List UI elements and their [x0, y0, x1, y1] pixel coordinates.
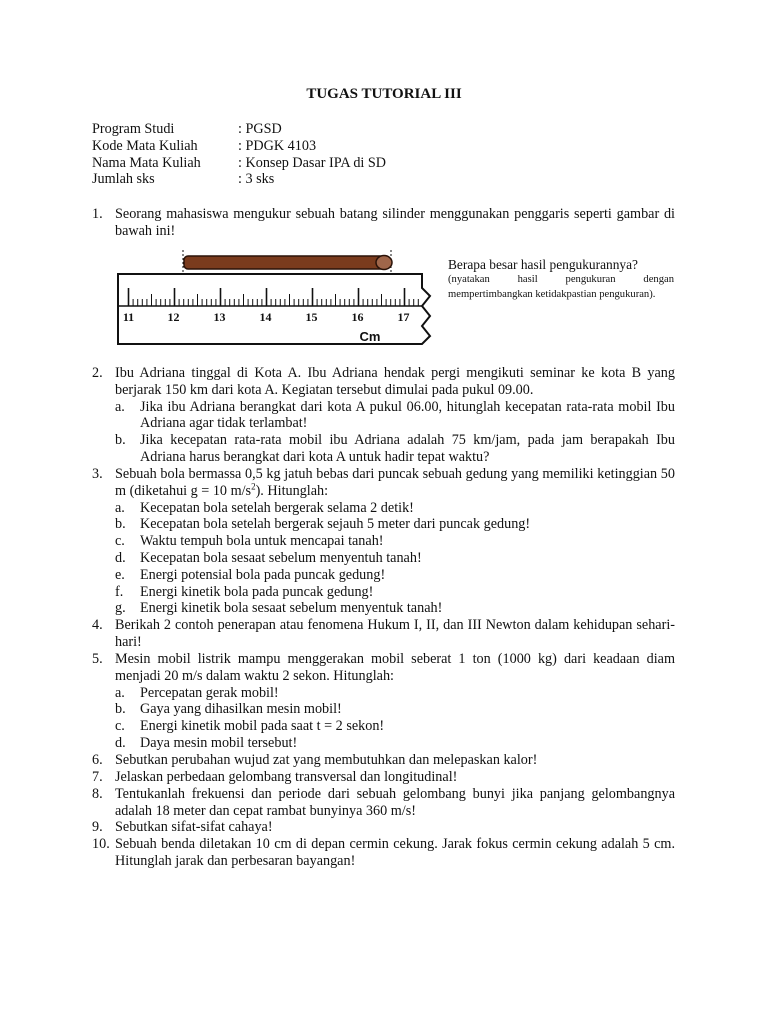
sub-text: Daya mesin mobil tersebut!: [140, 734, 298, 751]
cylinder-rod: [184, 256, 388, 269]
info-value: : Konsep Dasar IPA di SD: [238, 154, 387, 171]
sub-label: f.: [115, 583, 124, 600]
ruler-label: 16: [351, 310, 364, 324]
side-instruction: (nyatakan hasil pengukuran dengan mempertimbangkan ketidakpastian pengukuran).: [448, 274, 674, 300]
question-text: Sebutkan sifat-sifat cahaya!: [115, 819, 273, 835]
sub-text: Energi potensial bola pada puncak gedung!: [140, 566, 386, 583]
ruler-figure: [112, 248, 440, 353]
document-title: TUGAS TUTORIAL III: [306, 86, 462, 102]
question-4: [92, 617, 675, 651]
info-label: Program Studi: [92, 121, 175, 137]
question-10: [92, 836, 675, 870]
question-text: Mesin mobil listrik mampu menggerakan mobil seberat 1 ton (1000 kg) dari keadaan diam menjadi 20 m/s dalam waktu 2 sekon. Hitunglah:: [115, 651, 675, 684]
info-row-code: [92, 138, 386, 155]
sub-question: [115, 600, 675, 617]
question-number: 2.: [92, 365, 103, 381]
sub-label: c.: [115, 533, 125, 550]
question-text: Tentukanlah frekuensi dan periode dari sebuah gelombang bunyi jika panjang gelombangnya adalah 18 meter dan cepat rambat bunyinya 360 m/s!: [115, 786, 675, 819]
sub-text: Energi kinetik bola sesaat sebelum menyentuk tanah!: [140, 600, 443, 617]
course-info: [92, 121, 386, 188]
sub-label: d.: [115, 549, 126, 566]
question-number: 4.: [92, 617, 103, 633]
question-6: [92, 752, 675, 769]
ruler-label: 14: [259, 310, 272, 324]
sub-label: b.: [115, 701, 126, 718]
sub-question: [115, 516, 675, 533]
sub-label: g.: [115, 600, 126, 617]
question-number: 3.: [92, 466, 103, 482]
info-value: : PDGK 4103: [238, 137, 317, 154]
sub-text: Kecepatan bola setelah bergerak sejauh 5 meter dari puncak gedung!: [140, 516, 531, 533]
question-9: [92, 819, 675, 836]
sub-question: [115, 533, 675, 550]
ruler-label: 11: [122, 310, 135, 324]
sub-text: Jika kecepatan rata-rata mobil ibu Adriana adalah 75 km/jam, pada jam berapakah Ibu Adriana harus berangkat dari kota A untuk hadir tepat waktu?: [140, 432, 675, 465]
info-label: Kode Mata Kuliah: [92, 137, 198, 154]
question-1: [92, 206, 675, 240]
info-row-name: [92, 155, 386, 172]
sub-label: a.: [115, 398, 125, 415]
question-2: [92, 365, 675, 466]
sub-label: e.: [115, 566, 125, 583]
sub-text: Jika ibu Adriana berangkat dari kota A pukul 06.00, hitunglah kecepatan rata-rata mobil Ibu Adriana agar tidak terlambat!: [140, 398, 675, 432]
info-row-program: [92, 121, 386, 138]
sub-text: Percepatan gerak mobil!: [140, 684, 279, 701]
sub-question: [115, 399, 675, 433]
question-1-side-note: [448, 257, 674, 302]
question-text: Jelaskan perbedaan gelombang transversal dan longitudinal!: [115, 769, 458, 785]
question-text-part: Sebuah bola bermassa 0,5 kg jatuh bebas dari puncak sebuah gedung yang memiliki ketinggian 50 m (diketahui g = 10 m/s: [115, 466, 675, 499]
sub-label: a.: [115, 499, 125, 516]
sub-label: d.: [115, 734, 126, 751]
question-number: 9.: [92, 819, 103, 835]
question-text: Berikah 2 contoh penerapan atau fenomena Hukum I, II, dan III Newton dalam kehidupan sehari-hari!: [115, 617, 675, 650]
question-number: 8.: [92, 786, 103, 802]
sub-question: [115, 584, 675, 601]
ruler-label: 13: [213, 310, 226, 324]
question-8: [92, 786, 675, 820]
sub-question: [115, 735, 675, 752]
info-label: Nama Mata Kuliah: [92, 154, 201, 171]
question-text: Sebuah benda diletakan 10 cm di depan cermin cekung. Jarak fokus cermin cekung adalah 5 cm. Hitunglah jarak dan perbesaran bayangan!: [115, 836, 675, 869]
ruler-illustration: [112, 248, 440, 348]
sub-text: Energi kinetik bola pada puncak gedung!: [140, 583, 374, 600]
sub-text: Kecepatan bola setelah bergerak selama 2 detik!: [140, 499, 414, 516]
sub-question: [115, 701, 675, 718]
question-number: 10.: [92, 836, 110, 852]
side-question: Berapa besar hasil pengukurannya?: [448, 257, 638, 272]
sub-question: [115, 685, 675, 702]
question-3: [92, 466, 675, 617]
sub-question: [115, 567, 675, 584]
cylinder-rod-end: [376, 256, 392, 270]
sub-label: b.: [115, 432, 126, 449]
question-text-part: ). Hitunglah:: [255, 482, 329, 499]
info-row-sks: [92, 171, 386, 188]
question-number: 6.: [92, 752, 103, 768]
ruler-label: 12: [167, 310, 180, 324]
sub-question: [115, 432, 675, 466]
question-5: [92, 651, 675, 752]
sub-text: Waktu tempuh bola untuk mencapai tanah!: [140, 533, 384, 550]
question-7: [92, 769, 675, 786]
sub-label: a.: [115, 684, 125, 701]
info-value: : 3 sks: [238, 171, 275, 188]
sub-question: [115, 500, 675, 517]
sub-question: [115, 718, 675, 735]
ruler-label: 17: [397, 310, 410, 324]
question-text: [115, 466, 675, 500]
question-number: 7.: [92, 769, 103, 785]
sub-label: c.: [115, 718, 125, 735]
ruler-body: [118, 274, 430, 344]
question-text: Sebutkan perubahan wujud zat yang membutuhkan dan melepaskan kalor!: [115, 752, 538, 768]
question-text: Ibu Adriana tinggal di Kota A. Ibu Adriana hendak pergi mengikuti seminar ke kota B yang berjarak 150 km dari kota A. Kegiatan tersebut dimulai pada pukul 09.00.: [115, 365, 675, 398]
sub-text: Energi kinetik mobil pada saat t = 2 sekon!: [140, 718, 385, 735]
superscript: 2: [251, 481, 256, 492]
sub-text: Kecepatan bola sesaat sebelum menyentuh tanah!: [140, 549, 422, 566]
question-number: 5.: [92, 651, 103, 667]
ruler-unit: Cm: [359, 329, 381, 344]
sub-question: [115, 550, 675, 567]
question-text: Seorang mahasiswa mengukur sebuah batang silinder menggunakan penggaris seperti gambar di bawah ini!: [115, 206, 675, 239]
info-label: Jumlah sks: [92, 171, 155, 188]
question-number: 1.: [92, 206, 103, 222]
ruler-label: 15: [305, 310, 318, 324]
info-value: : PGSD: [238, 121, 282, 137]
sub-text: Gaya yang dihasilkan mesin mobil!: [140, 701, 342, 718]
sub-label: b.: [115, 516, 126, 533]
